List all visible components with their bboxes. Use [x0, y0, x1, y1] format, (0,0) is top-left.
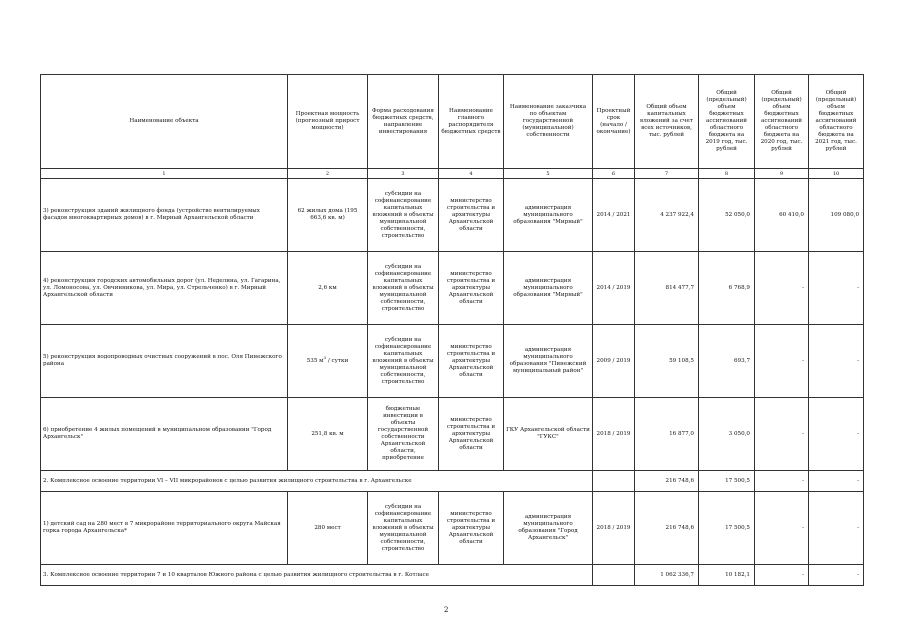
table-row: [41, 492, 864, 565]
table-row: [41, 252, 864, 325]
y2021-cell: -: [809, 398, 864, 471]
y2021-cell: -: [809, 325, 864, 398]
index-cell: 4: [439, 169, 504, 179]
capacity-superscript: 3: [323, 354, 327, 360]
manager-cell: министерство строительства и архитектуры Архангельской области: [439, 492, 504, 565]
section-row: [41, 565, 864, 586]
y2021-cell: -: [809, 471, 864, 492]
header-cell: Общий (предельный) объем бюджетных ассигнований областного бюджета на 2019 год, тыс. рублей: [699, 75, 755, 169]
empty-cell: [593, 471, 635, 492]
y2019-cell: 52 050,0: [699, 179, 755, 252]
y2021-cell: -: [809, 492, 864, 565]
customer-cell: администрация муниципального образования "Мирный": [504, 252, 593, 325]
total-cell: 1 062 336,7: [635, 565, 699, 586]
capacity-cell: [288, 325, 368, 398]
header-cell: Общий объем капитальных вложений за счет всех источников, тыс. рублей: [635, 75, 699, 169]
index-cell: 3: [368, 169, 439, 179]
capacity-cell: 62 жилых дома (195 663,6 кв. м): [288, 179, 368, 252]
total-cell: 16 877,0: [635, 398, 699, 471]
period-cell: 2014 / 2021: [593, 179, 635, 252]
y2020-cell: -: [755, 252, 809, 325]
section-row: [41, 471, 864, 492]
y2020-cell: -: [755, 325, 809, 398]
y2021-cell: -: [809, 565, 864, 586]
manager-cell: министерство строительства и архитектуры Архангельской области: [439, 398, 504, 471]
capacity-unit: / сутки: [326, 357, 349, 364]
column-index-row: [41, 169, 864, 179]
y2019-cell: 17 500,5: [699, 471, 755, 492]
total-cell: 4 237 922,4: [635, 179, 699, 252]
header-cell: Наименование главного распорядителя бюджетных средств: [439, 75, 504, 169]
header-cell: Общий (предельный) объем бюджетных ассигнований областного бюджета на 2020 год, тыс. рублей: [755, 75, 809, 169]
y2019-cell: 693,7: [699, 325, 755, 398]
period-cell: 2014 / 2019: [593, 252, 635, 325]
object-name-cell: 4) реконструкция городских автомобильных дорог (ул. Неделина, ул. Гагарина, ул. Ломоносова, ул. Овчинникова, ул. Мира, ул. Стрельченко) в г. Мирный Архангельской области: [41, 252, 288, 325]
form-cell: бюджетные инвестиции в объекты государственной собственности Архангельской области, приобретение: [368, 398, 439, 471]
manager-cell: министерство строительства и архитектуры Архангельской области: [439, 252, 504, 325]
manager-cell: министерство строительства и архитектуры Архангельской области: [439, 325, 504, 398]
y2020-cell: -: [755, 565, 809, 586]
index-cell: 8: [699, 169, 755, 179]
y2020-cell: -: [755, 471, 809, 492]
object-name-cell: 3) реконструкция зданий жилищного фонда (устройство вентилируемых фасадов многоквартирных домов) в г. Мирный Архангельской области: [41, 179, 288, 252]
y2019-cell: 3 050,0: [699, 398, 755, 471]
index-cell: 2: [288, 169, 368, 179]
period-cell: 2009 / 2019: [593, 325, 635, 398]
y2019-cell: 6 768,9: [699, 252, 755, 325]
object-name-cell: 1) детский сад на 280 мест в 7 микрорайоне территориального округа Майская горка города Архангельска*: [41, 492, 288, 565]
form-cell: субсидии на софинансирование капитальных вложений в объекты муниципальной собственности, строительство: [368, 325, 439, 398]
capacity-cell: 2,6 км: [288, 252, 368, 325]
y2020-cell: 60 410,0: [755, 179, 809, 252]
header-cell: Форма расходования бюджетных средств, направление инвестирования: [368, 75, 439, 169]
table-row: [41, 398, 864, 471]
capacity-cell: 251,8 кв. м: [288, 398, 368, 471]
period-cell: 2018 / 2019: [593, 492, 635, 565]
y2021-cell: 109 080,0: [809, 179, 864, 252]
header-cell: Наименование объекта: [41, 75, 288, 169]
table-header-row: [41, 75, 864, 169]
investment-table: [40, 74, 864, 586]
y2021-cell: -: [809, 252, 864, 325]
object-name-cell: 6) приобретение 4 жилых помещений в муниципальном образовании "Город Архангельск": [41, 398, 288, 471]
y2020-cell: -: [755, 398, 809, 471]
page-number: 2: [444, 606, 449, 614]
total-cell: 216 748,6: [635, 471, 699, 492]
form-cell: субсидии на софинансирование капитальных вложений в объекты муниципальной собственности, строительство: [368, 492, 439, 565]
index-cell: 1: [41, 169, 288, 179]
table-row: [41, 325, 864, 398]
form-cell: субсидии на софинансирование капитальных вложений в объекты муниципальной собственности, строительство: [368, 252, 439, 325]
manager-cell: министерство строительства и архитектуры Архангельской области: [439, 179, 504, 252]
y2020-cell: -: [755, 492, 809, 565]
index-cell: 5: [504, 169, 593, 179]
index-cell: 6: [593, 169, 635, 179]
object-name-cell: 5) реконструкция водопроводных очистных сооружений в пос. Оля Пинежского района: [41, 325, 288, 398]
total-cell: 59 108,5: [635, 325, 699, 398]
period-cell: 2018 / 2019: [593, 398, 635, 471]
y2019-cell: 10 182,1: [699, 565, 755, 586]
header-cell: Общий (предельный) объем бюджетных ассигнований областного бюджета на 2021 год, тыс. рублей: [809, 75, 864, 169]
index-cell: 9: [755, 169, 809, 179]
header-cell: Проектная мощность (прогнозный прирост мощности): [288, 75, 368, 169]
form-cell: субсидии на софинансирование капитальных вложений в объекты муниципальной собственности, строительство: [368, 179, 439, 252]
customer-cell: администрация муниципального образования "Пинежский муниципальный район": [504, 325, 593, 398]
section-title: 3. Комплексное освоение территории 7 и 10 кварталов Южного района с целью развития жилищного строительства в г. Котласе: [41, 565, 593, 586]
empty-cell: [593, 565, 635, 586]
capacity-cell: 280 мест: [288, 492, 368, 565]
header-cell: Наименование заказчика по объектам государственной (муниципальной) собственности: [504, 75, 593, 169]
total-cell: 216 748,6: [635, 492, 699, 565]
capacity-value: 535 м: [306, 357, 324, 364]
header-cell: Проектный срок (начало / окончание): [593, 75, 635, 169]
index-cell: 10: [809, 169, 864, 179]
section-title: 2. Комплексное освоение территории VI – VII микрорайонов с целью развития жилищного строительства в г. Архангельске: [41, 471, 593, 492]
y2019-cell: 17 500,5: [699, 492, 755, 565]
table-row: [41, 179, 864, 252]
customer-cell: администрация муниципального образования "Город Архангельск": [504, 492, 593, 565]
total-cell: 814 477,7: [635, 252, 699, 325]
index-cell: 7: [635, 169, 699, 179]
customer-cell: ГКУ Архангельской области "ГУКС": [504, 398, 593, 471]
customer-cell: администрация муниципального образования "Мирный": [504, 179, 593, 252]
